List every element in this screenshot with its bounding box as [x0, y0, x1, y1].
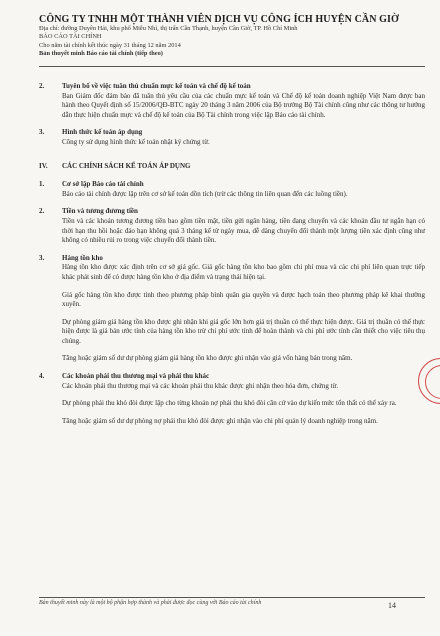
- policy-1: [39, 180, 425, 199]
- policy-paragraph: Báo cáo tài chính được lập trên cơ sở kế toán dồn tích (trừ các thông tin liên quan đến các luồng tiền).: [62, 189, 348, 198]
- section-3: [39, 128, 425, 147]
- section-2: [39, 82, 425, 120]
- company-address: Địa chỉ: đường Duyên Hải, khu phố Miễu Nhì, thị trấn Cần Thạnh, huyện Cần Giờ, TP. Hồ Chí Minh: [39, 25, 298, 32]
- header-divider: [39, 66, 425, 67]
- policy-paragraph: Hàng tồn kho được xác định trên cơ sở giá gốc. Giá gốc hàng tồn kho bao gồm chi phí mua và các chi phí liên quan trực tiếp khác phát sinh để có được hàng tồn kho ở địa điểm và trạng thái hiện tại.: [62, 263, 425, 281]
- section-title: Hình thức kế toán áp dụng: [62, 128, 143, 137]
- seal-inner-ring: [425, 365, 440, 399]
- report-title: BÁO CÁO TÀI CHÍNH: [39, 33, 102, 41]
- section-title: Tuyên bố về việc tuân thủ chuẩn mực kế toán và chế độ kế toán: [62, 82, 251, 90]
- footer-note: Bản thuyết minh này là một bộ phận hợp thành và phải được đọc cùng với Báo cáo tài chính: [39, 600, 262, 606]
- section-number: 3.: [39, 128, 45, 137]
- chapter-iv: [39, 162, 425, 172]
- document-body: [39, 82, 425, 426]
- policy-3: [39, 254, 425, 364]
- policy-paragraph: Dự phòng giảm giá hàng tồn kho được ghi nhận khi giá gốc lớn hơn giá trị thuần có thể thực hiện được. Giá trị thuần có thể thực hiện được là giá bán ước tính của hàng tồn kho trừ chi phí ước tính để hoàn thành và chi phí ước tính cần thiết cho việc tiêu thụ chúng.: [62, 317, 425, 345]
- chapter-number: IV.: [39, 161, 48, 170]
- policy-number: 4.: [39, 372, 45, 381]
- policy-number: 2.: [39, 207, 45, 216]
- policy-number: 1.: [39, 180, 45, 189]
- footer-divider: [39, 597, 425, 598]
- report-period: Cho năm tài chính kết thúc ngày 31 tháng 12 năm 2014: [39, 41, 181, 49]
- policy-title: Tiền và tương đương tiền: [62, 207, 138, 216]
- chapter-title: CÁC CHÍNH SÁCH KẾ TOÁN ÁP DỤNG: [62, 161, 191, 170]
- policy-paragraph: Các khoản phải thu thương mại và các khoản phải thu khác được ghi nhận theo hóa đơn, chứng từ.: [62, 381, 339, 390]
- section-body: Công ty sử dụng hình thức kế toán nhật ký chứng từ.: [62, 137, 210, 146]
- policy-title: Các khoản phải thu thương mại và phải thu khác: [62, 372, 210, 381]
- policy-paragraph: Giá gốc hàng tồn kho được tính theo phương pháp bình quân gia quyền và được hạch toán theo phương pháp kê khai thường xuyên.: [62, 290, 425, 309]
- policy-number: 3.: [39, 253, 45, 262]
- policy-4: [39, 372, 425, 426]
- policy-paragraph: Tăng hoặc giảm số dư dự phòng giảm giá hàng tồn kho được ghi nhận vào giá vốn hàng bán trong năm.: [62, 354, 353, 363]
- policy-title: Hàng tồn kho: [62, 253, 103, 262]
- policy-paragraph: Tiền và các khoản tương đương tiền bao gồm tiền mặt, tiền gửi ngân hàng, tiền đang chuyển và các khoản đầu tư ngắn hạn có thời hạn thu hồi hoặc đáo hạn không quá 3 tháng kể từ ngày mua, dễ dàng chuyển đổi thành một lượng tiền xác định cũng như không có nhiều rủi ro trong việc chuyển đổi thành tiền.: [62, 216, 425, 245]
- company-name: CÔNG TY TNHH MỘT THÀNH VIÊN DỊCH VỤ CÔNG ÍCH HUYỆN CẦN GIỜ: [39, 14, 399, 25]
- report-subtitle: Bản thuyết minh Báo cáo tài chính (tiếp theo): [39, 50, 163, 58]
- document-header: [39, 14, 419, 59]
- policy-paragraph: Tăng hoặc giảm số dư dự phòng nợ phải thu khó đòi được ghi nhận vào chi phí quản lý doanh nghiệp trong năm.: [62, 416, 378, 425]
- page-number: 14: [388, 601, 396, 610]
- policy-title: Cơ sở lập Báo cáo tài chính: [62, 180, 144, 189]
- section-body: Ban Giám đốc đảm bảo đã tuân thủ yêu cầu của các chuẩn mực kế toán và Chế độ kế toán doanh nghiệp Việt Nam được ban hành theo Quyết định số 15/2006/QĐ-BTC ngày 20 tháng 3 năm 2006 của Bộ trưởng Bộ Tài chính cũng như các thông tư hướng dẫn thực hiện chuẩn mực và chế độ kế toán của Bộ Tài chính trong việc lập Báo cáo tài chính.: [62, 91, 425, 119]
- section-number: 2.: [39, 82, 45, 90]
- policy-2: [39, 207, 425, 245]
- policy-paragraph: Dự phòng phải thu khó đòi được lập cho từng khoản nợ phải thu khó đòi căn cứ vào dự kiến mức tổn thất có thể xảy ra.: [62, 399, 397, 408]
